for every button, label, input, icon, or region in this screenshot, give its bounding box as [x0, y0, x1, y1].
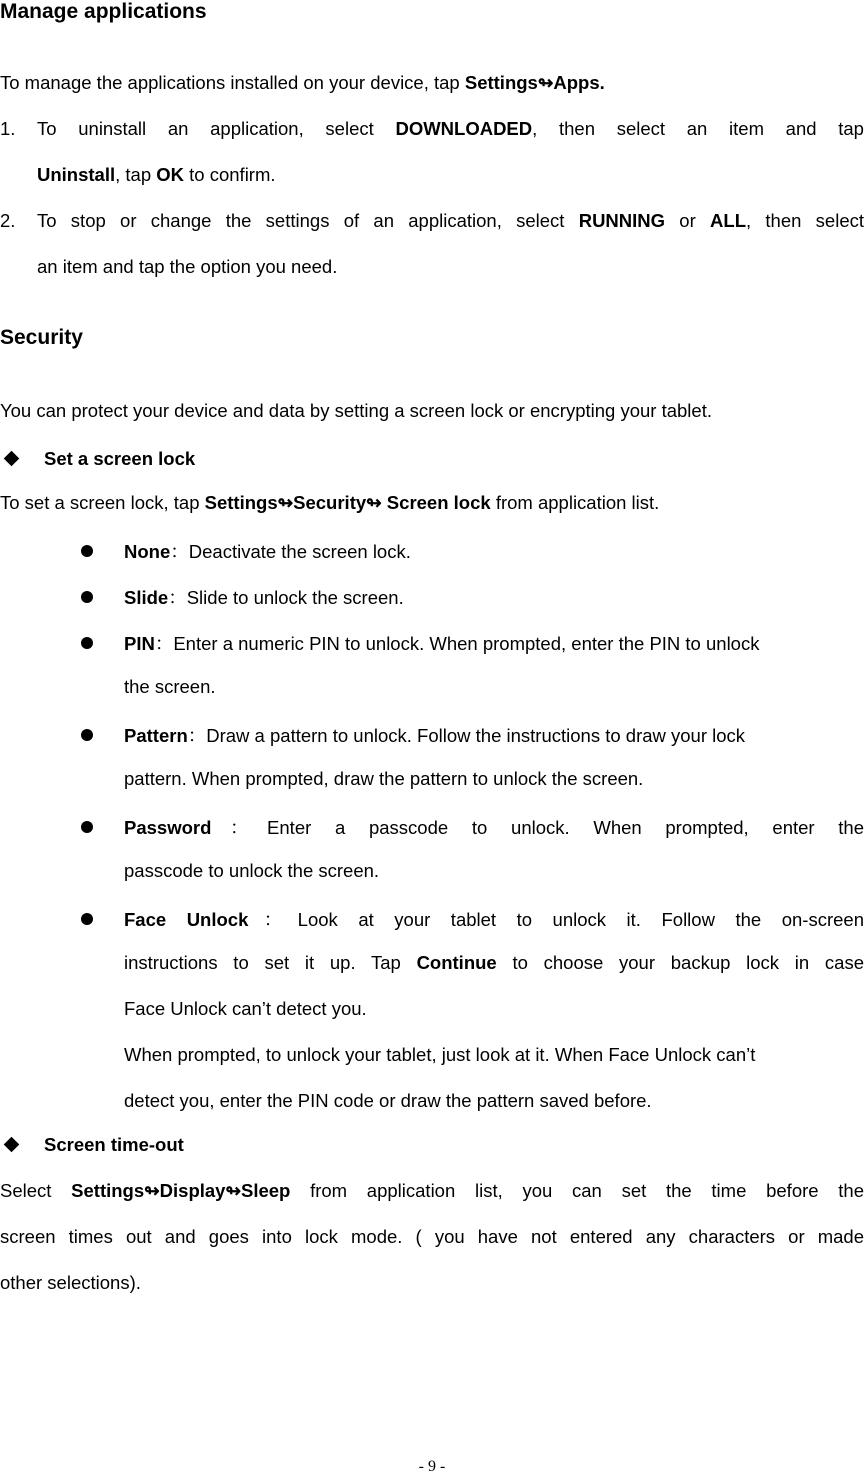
- bullet-icon: [81, 821, 93, 833]
- option-pin: PIN：Enter a numeric PIN to unlock. When prompted, enter the PIN to unlock: [124, 633, 760, 654]
- section-heading-security: Security: [0, 326, 83, 349]
- manage-intro: To manage the applications installed on your device, tap Settings↬Apps.: [0, 72, 605, 93]
- option-pin-line-2: the screen.: [124, 676, 216, 697]
- diamond-bullet-icon: [4, 1137, 20, 1153]
- time-out-line-2: screen times out and goes into lock mode. ( you have not entered any characters or made: [0, 1226, 864, 1247]
- option-face-unlock-line-2: instructions to set it up. Tap Continue to choose your backup lock in case: [124, 952, 864, 973]
- step-2-line-1: To stop or change the settings of an application, select RUNNING or ALL, then select: [37, 210, 864, 231]
- bullet-icon: [81, 591, 93, 603]
- arrow-icon: ↬: [225, 1180, 241, 1201]
- option-slide: Slide：Slide to unlock the screen.: [124, 587, 404, 608]
- option-none: None：Deactivate the screen lock.: [124, 541, 411, 562]
- arrow-icon: ↬: [537, 72, 554, 93]
- diamond-bullet-icon: [4, 451, 20, 467]
- bullet-icon: [81, 545, 93, 557]
- arrow-icon: ↬: [277, 492, 294, 513]
- bullet-icon: [81, 729, 93, 741]
- subheading-screen-time-out: Screen time-out: [44, 1134, 184, 1155]
- time-out-line-3: other selections).: [0, 1272, 141, 1293]
- arrow-icon: ↬: [144, 1180, 160, 1201]
- step-1-line-2: Uninstall, tap OK to confirm.: [37, 164, 276, 185]
- bullet-icon: [81, 913, 93, 925]
- page-number: - 9 -: [418, 1458, 446, 1475]
- arrow-icon: ↬: [366, 492, 382, 513]
- option-pattern: Pattern：Draw a pattern to unlock. Follow the instructions to draw your lock: [124, 725, 746, 746]
- subheading-set-screen-lock: Set a screen lock: [44, 448, 196, 469]
- screen-lock-instructions: To set a screen lock, tap Settings↬Security↬ Screen lock from application list.: [0, 492, 660, 513]
- option-face-unlock-line-4: When prompted, to unlock your tablet, just look at it. When Face Unlock can’t: [124, 1044, 756, 1065]
- option-face-unlock-line-3: Face Unlock can’t detect you.: [124, 998, 367, 1019]
- step-2-line-2: an item and tap the option you need.: [37, 256, 338, 277]
- option-pattern-line-2: pattern. When prompted, draw the pattern to unlock the screen.: [124, 768, 644, 789]
- bullet-icon: [81, 637, 93, 649]
- step-1-line-1: To uninstall an application, select DOWNLOADED, then select an item and tap: [37, 118, 864, 139]
- option-face-unlock-line-5: detect you, enter the PIN code or draw the pattern saved before.: [124, 1090, 652, 1111]
- section-heading-manage-applications: Manage applications: [0, 0, 207, 23]
- option-password: Password：Enter a passcode to unlock. When prompted, enter the: [124, 817, 864, 838]
- step-number: 1.: [0, 118, 16, 139]
- security-intro: You can protect your device and data by setting a screen lock or encrypting your tablet.: [0, 400, 712, 421]
- time-out-line-1: Select Settings↬Display↬Sleep from application list, you can set the time before the: [0, 1180, 864, 1201]
- option-password-line-2: passcode to unlock the screen.: [124, 860, 380, 881]
- step-number: 2.: [0, 210, 16, 231]
- option-face-unlock: Face Unlock：Look at your tablet to unlock it. Follow the on-screen: [124, 909, 864, 930]
